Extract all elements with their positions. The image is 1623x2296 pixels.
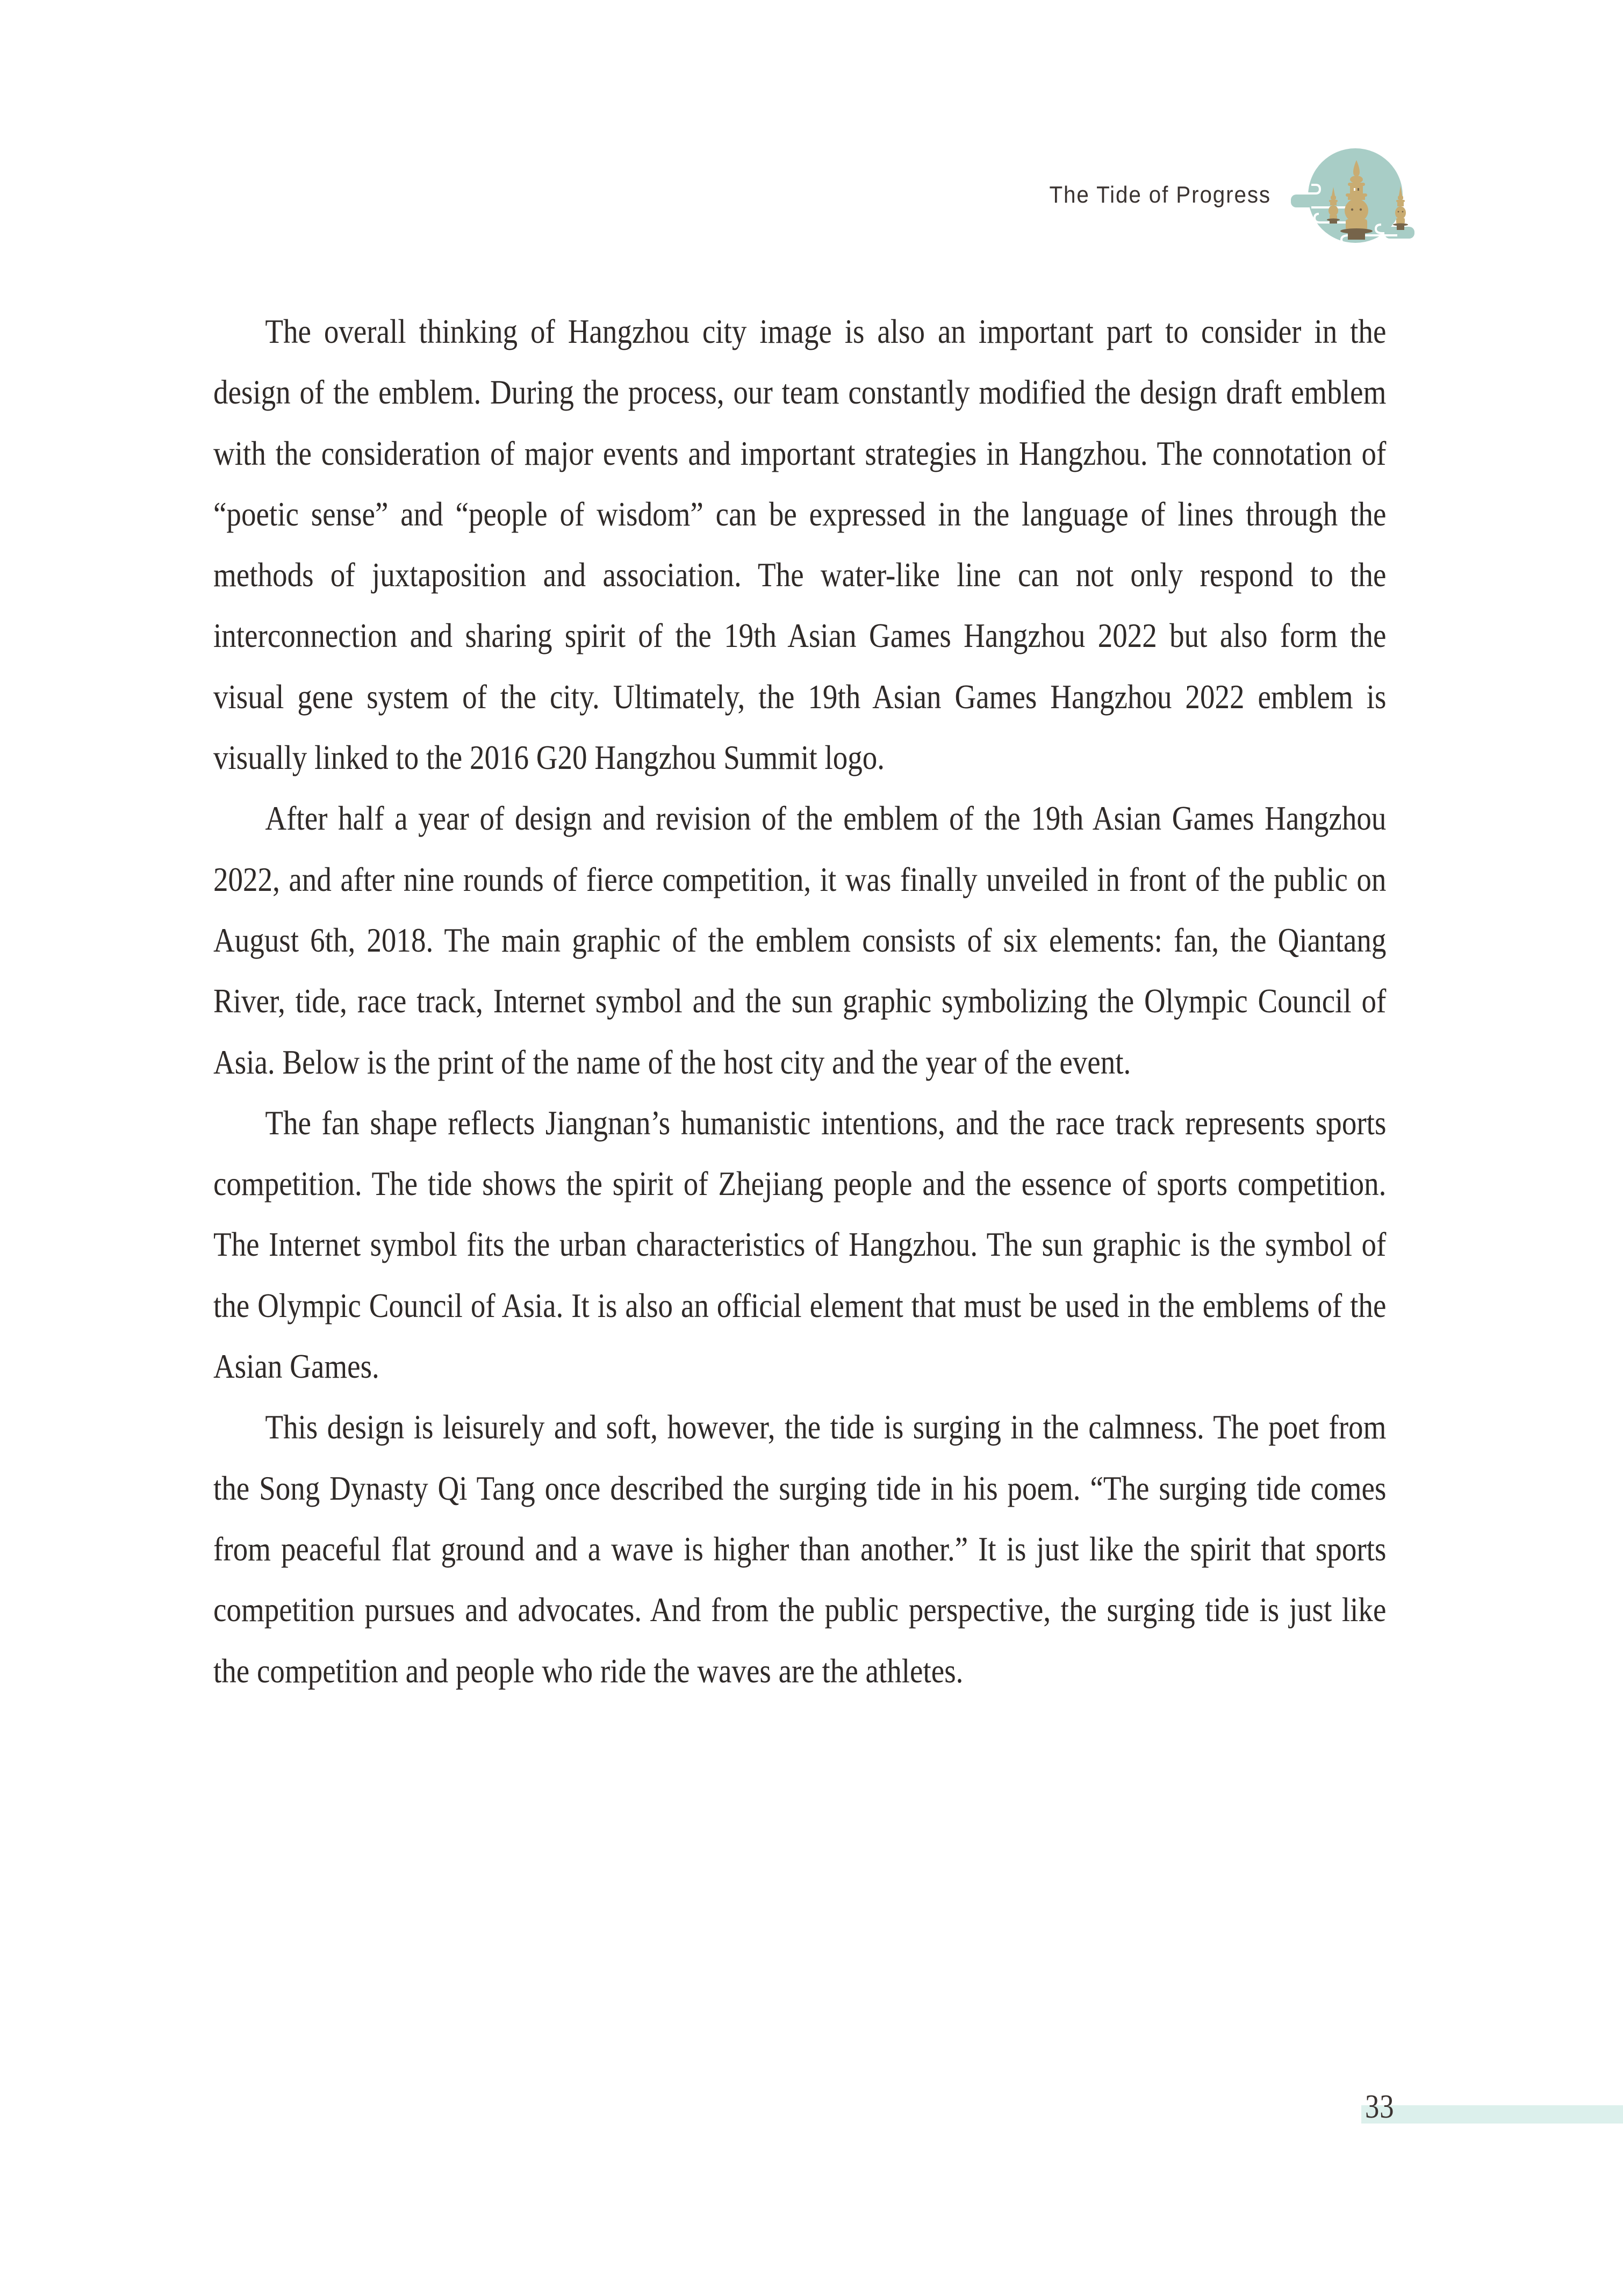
- paragraph-2: After half a year of design and revision of the emblem of the 19th Asian Games Hangzhou 2022, and after nine rounds of fierce competition, it was finally unveiled in front of the public on August 6th, 2018. The main graphic of the emblem consists of six elements: fan, the Qiantang River, tide, race track, Internet symbol and the sun graphic symbolizing the Olympic Council of Asia. Below is the print of the name of the host city and the year of the event.: [213, 799, 1387, 1081]
- paragraph-3: The fan shape reflects Jiangnan’s humanistic intentions, and the race track represents sports competition. The tide shows the spirit of Zhejiang people and the essence of sports competition. The Internet symbol fits the urban characteristics of Hangzhou. The sun graphic is the symbol of the Olympic Council of Asia. It is also an official element that must be used in the emblems of the Asian Games.: [213, 1103, 1387, 1386]
- west-lake-pagodas-emblem-icon: [1290, 144, 1419, 251]
- paragraph-4: This design is leisurely and soft, however, the tide is surging in the calmness. The poet from the Song Dynasty Qi Tang once described the surging tide in his poem. “The surging tide comes from peaceful flat ground and a wave is higher than another.” It is just like the spirit that sports competition pursues and advocates. And from the public perspective, the surging tide is just like the competition and people who ride the waves are the athletes.: [213, 1408, 1387, 1690]
- paragraph-1: The overall thinking of Hangzhou city image is also an important part to consider in the design of the emblem. During the process, our team constantly modified the design draft emblem with the consideration of major events and important strategies in Hangzhou. The connotation of “poetic sense” and “people of wisdom” can be expressed in the language of lines through the methods of juxtaposition and association. The water-like line can not only respond to the interconnection and sharing spirit of the 19th Asian Games Hangzhou 2022 but also form the visual gene system of the city. Ultimately, the 19th Asian Games Hangzhou 2022 emblem is visually linked to the 2016 G20 Hangzhou Summit logo.: [213, 312, 1387, 777]
- page-number-bar: [1361, 2105, 1623, 2124]
- body-text: [213, 301, 1386, 1701]
- page-number: 33: [1365, 2089, 1395, 2125]
- running-header-title: The Tide of Progress: [1049, 182, 1271, 208]
